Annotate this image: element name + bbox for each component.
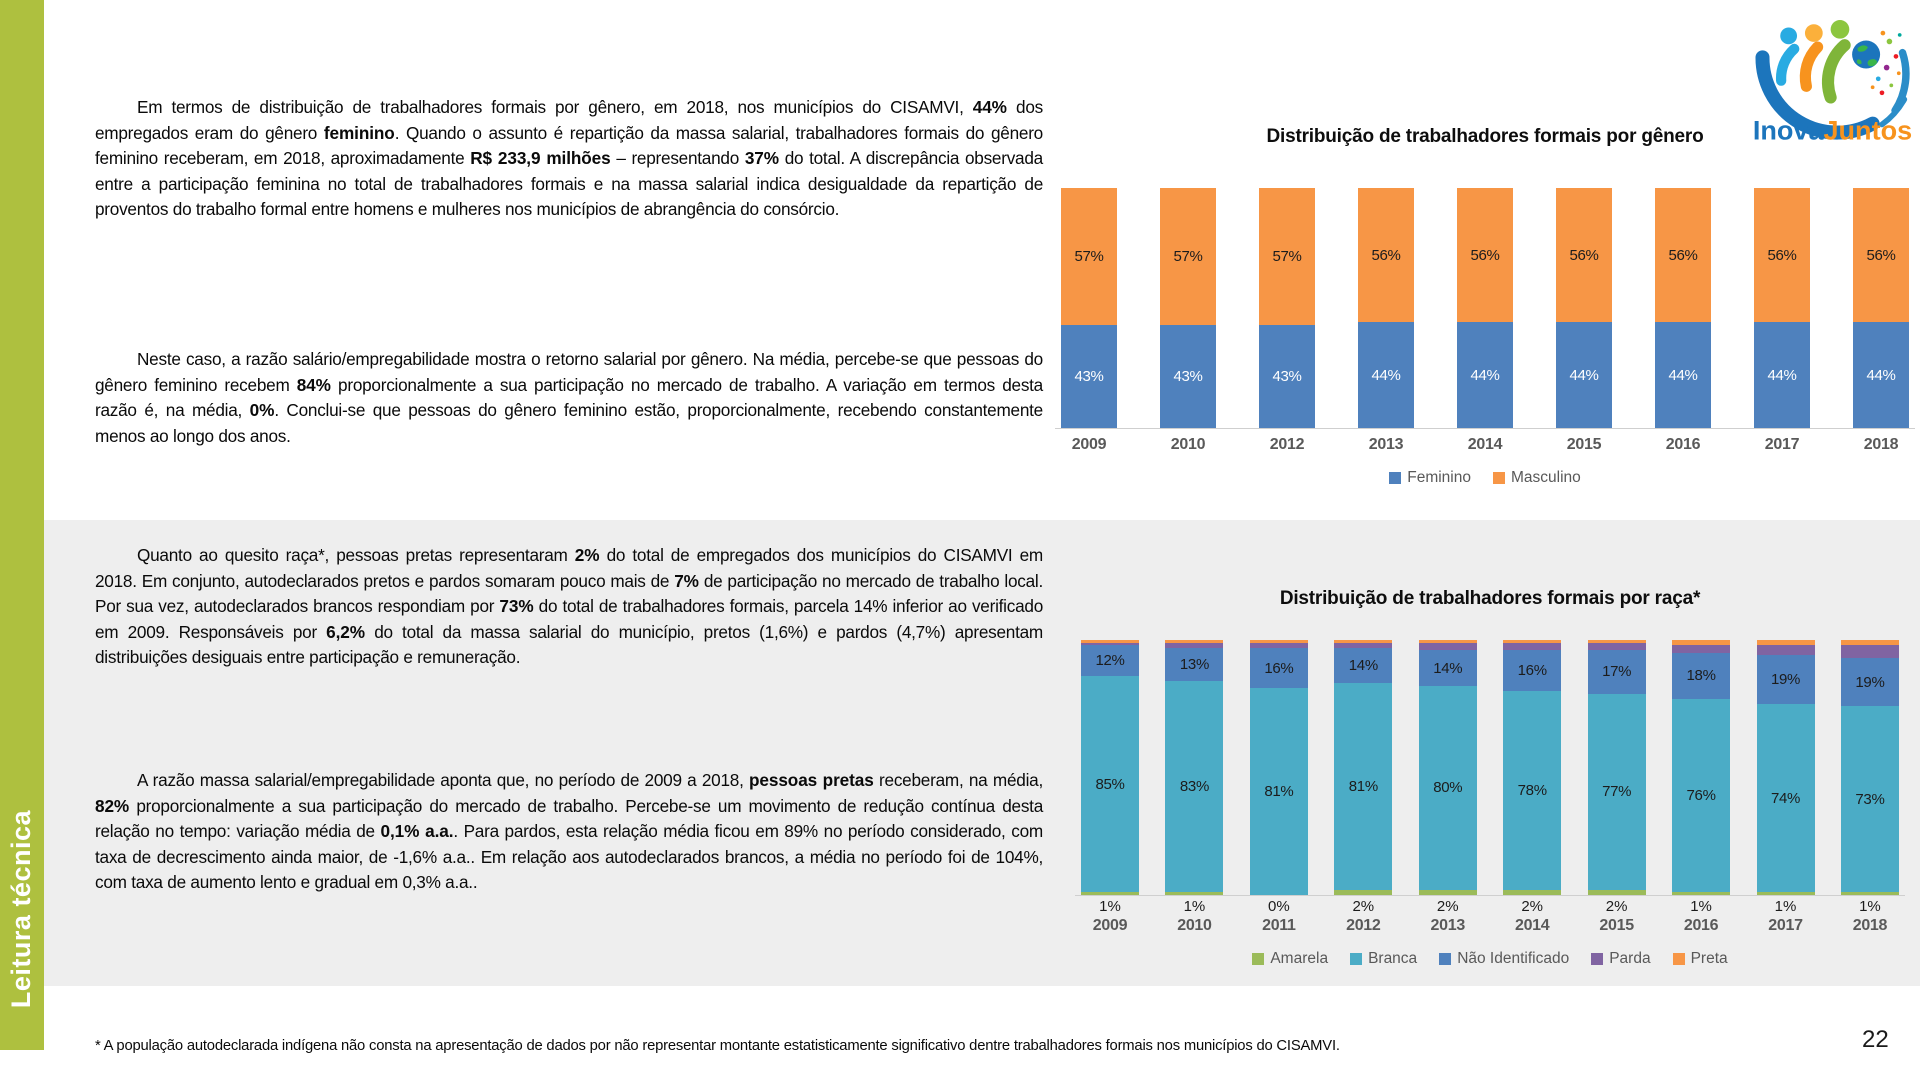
- data-label: 1%: [1690, 898, 1712, 915]
- segment-branca-2013: [1419, 686, 1477, 890]
- segment-parda-2017: [1757, 645, 1815, 655]
- stacked-bar-2014: [1457, 188, 1513, 428]
- segment-masculino-2017: [1754, 188, 1810, 322]
- segment-parda-2018: [1841, 645, 1899, 658]
- x-axis-label-2016: 2016: [1665, 436, 1701, 453]
- legend-label: Branca: [1368, 950, 1418, 967]
- stacked-bar-2016: [1672, 640, 1730, 895]
- paragraph-gender-distribution: Em termos de distribuição de trabalhadores formais por gênero, em 2018, nos municípios do CISAMVI, 44% dos empregados eram do gênero feminino. Quando o assunto é repartição da massa salarial, trabalhadores formais do gênero feminino receberam, em 2018, aproximadamente R$ 233,9 milhões – representando 37% do total. A discrepância observada entre a participação feminina no total de trabalhadores formais e na massa salarial indica desigualdade da repartição de proventos do trabalho formal entre homens e mulheres nos municípios de abrangência do consórcio.: [95, 97, 1043, 220]
- segment-feminino-2016: [1655, 322, 1711, 428]
- segment-não-identificado-2017: [1757, 655, 1815, 703]
- segment-masculino-2015: [1556, 188, 1612, 322]
- data-label: 81%: [1264, 783, 1294, 801]
- x-axis-label-2014: 2014: [1467, 436, 1503, 453]
- paragraph-salary-ratio-gender: Neste caso, a razão salário/empregabilidade mostra o retorno salarial por gênero. Na média, percebe-se que pessoas do gênero feminino recebem 84% proporcionalmente a sua participação no mercado de trabalho. A variação em termos desta razão é, na média, 0%. Conclui-se que pessoas do gênero feminino estão, proporcionalmente, recebendo constantemente menos ao longo dos anos.: [95, 349, 1043, 446]
- x-axis-label-2013: 2013: [1368, 436, 1404, 453]
- data-label: 1%: [1099, 898, 1121, 915]
- chart-title: Distribuição de trabalhadores formais por raça*: [1279, 588, 1701, 609]
- data-label: 76%: [1686, 787, 1716, 805]
- x-axis-label-2017: 2017: [1768, 917, 1803, 934]
- legend-label: Amarela: [1270, 950, 1329, 967]
- stacked-bar-2015: [1588, 640, 1646, 895]
- stacked-bar-2010: [1165, 640, 1223, 895]
- section-title-vertical: Leitura técnica: [6, 809, 36, 1008]
- data-label: 57%: [1074, 247, 1104, 265]
- stacked-bar-2010: [1160, 188, 1216, 428]
- data-label: 74%: [1770, 789, 1801, 807]
- x-axis-label-2015: 2015: [1566, 436, 1602, 453]
- segment-feminino-2009: [1061, 325, 1117, 428]
- data-label: 57%: [1272, 247, 1302, 265]
- segment-não-identificado-2012: [1334, 648, 1392, 684]
- segment-masculino-2012: [1259, 188, 1315, 325]
- segment-branca-2012: [1334, 683, 1392, 890]
- x-axis-label-2018: 2018: [1852, 917, 1888, 934]
- chart-body: [1075, 640, 1905, 968]
- segment-feminino-2013: [1358, 322, 1414, 428]
- data-label: 56%: [1668, 246, 1698, 264]
- data-label: 1%: [1774, 898, 1797, 915]
- data-label: 43%: [1272, 367, 1302, 385]
- race-distribution-chart: [1075, 588, 1905, 968]
- x-axis-labels: [1055, 436, 1915, 454]
- x-axis-label-2012: 2012: [1269, 436, 1305, 453]
- chart-plot: [1055, 188, 1915, 428]
- segment-masculino-2016: [1655, 188, 1711, 322]
- segment-parda-2012: [1334, 643, 1392, 648]
- data-label: 43%: [1074, 367, 1104, 385]
- segment-preta-2012: [1334, 640, 1392, 643]
- data-label: 44%: [1767, 366, 1797, 384]
- segment-preta-2014: [1503, 640, 1561, 643]
- segment-parda-2014: [1503, 643, 1561, 651]
- data-label: 2%: [1605, 898, 1628, 915]
- segment-não-identificado-2013: [1419, 650, 1477, 686]
- segment-preta-2016: [1672, 640, 1730, 645]
- legend-swatch: [1493, 472, 1505, 484]
- legend-swatch: [1389, 472, 1401, 484]
- segment-parda-2015: [1588, 643, 1646, 651]
- data-label: 18%: [1686, 667, 1716, 685]
- segment-preta-2010: [1165, 640, 1223, 643]
- gender-distribution-chart: [1055, 126, 1915, 487]
- logo-people-icon: [1780, 20, 1849, 97]
- segment-feminino-2015: [1556, 322, 1612, 428]
- data-label: 77%: [1602, 783, 1632, 801]
- segment-não-identificado-2009: [1081, 645, 1139, 676]
- x-axis-label-2015: 2015: [1599, 917, 1634, 934]
- paragraph-race-distribution: Quanto ao quesito raça*, pessoas pretas representaram 2% do total de empregados dos municípios do CISAMVI em 2018. Em conjunto, autodeclarados pretos e pardos somaram pouco mais de 7% de participação no mercado de trabalho local. Por sua vez, autodeclarados brancos respondiam por 73% do total de trabalhadores formais, parcela 14% inferior ao verificado em 2009. Responsáveis por 6,2% do total da massa salarial do município, pretos (1,6%) e pardos (4,7%) apresentam distribuições desiguais entre participação e remuneração.: [95, 545, 1044, 668]
- segment-branca-2010: [1165, 681, 1223, 893]
- data-label: 44%: [1371, 366, 1401, 384]
- x-axis-label-2014: 2014: [1514, 917, 1550, 934]
- legend-item-feminino: [1389, 469, 1471, 487]
- x-axis-label-2013: 2013: [1430, 917, 1465, 934]
- x-axis-line: [1075, 895, 1905, 896]
- data-label: 2%: [1521, 898, 1544, 915]
- segment-não-identificado-2011: [1250, 648, 1308, 689]
- segment-não-identificado-2015: [1588, 650, 1646, 693]
- segment-feminino-2014: [1457, 322, 1513, 428]
- chart-title: Distribuição de trabalhadores formais por gênero: [1266, 126, 1704, 147]
- segment-feminino-2012: [1259, 325, 1315, 428]
- data-label: 2%: [1352, 898, 1375, 915]
- stacked-bar-2015: [1556, 188, 1612, 428]
- legend-label: Feminino: [1407, 469, 1471, 486]
- segment-masculino-2010: [1160, 188, 1216, 325]
- segment-branca-2011: [1250, 688, 1308, 895]
- data-label: 2%: [1436, 898, 1459, 915]
- segment-parda-2013: [1419, 643, 1477, 651]
- segment-masculino-2013: [1358, 188, 1414, 322]
- stacked-bar-2012: [1334, 640, 1392, 895]
- segment-parda-2011: [1250, 643, 1308, 648]
- data-label: 44%: [1668, 366, 1698, 384]
- stacked-bar-2011: [1250, 640, 1308, 895]
- stacked-bar-2017: [1757, 640, 1815, 895]
- segment-masculino-2009: [1061, 188, 1117, 325]
- data-label: 44%: [1470, 366, 1500, 384]
- segment-não-identificado-2010: [1165, 648, 1223, 681]
- x-axis-label-2010: 2010: [1170, 436, 1206, 453]
- segment-parda-2016: [1672, 645, 1730, 653]
- x-axis-labels: [1075, 917, 1905, 935]
- data-label: 56%: [1569, 246, 1599, 264]
- data-label: 56%: [1866, 246, 1896, 264]
- segment-preta-2017: [1757, 640, 1815, 645]
- data-label: 17%: [1602, 663, 1632, 681]
- stacked-bar-2009: [1061, 188, 1117, 428]
- segment-não-identificado-2014: [1503, 650, 1561, 691]
- legend-swatch: [1591, 953, 1603, 965]
- segment-branca-2015: [1588, 694, 1646, 890]
- segment-feminino-2010: [1160, 325, 1216, 428]
- legend-item-branca: [1350, 950, 1417, 968]
- stacked-bar-2013: [1419, 640, 1477, 895]
- chart-plot: [1075, 640, 1905, 895]
- segment-branca-2014: [1503, 691, 1561, 890]
- stacked-bar-2018: [1841, 640, 1899, 895]
- data-label: 78%: [1517, 781, 1547, 799]
- segment-branca-2009: [1081, 676, 1139, 893]
- data-label: 14%: [1348, 657, 1378, 675]
- data-label: 14%: [1433, 659, 1463, 677]
- data-label: 19%: [1770, 671, 1801, 689]
- x-axis-label-2009: 2009: [1071, 436, 1107, 453]
- segment-preta-2018: [1841, 640, 1899, 645]
- data-label: 81%: [1348, 778, 1378, 796]
- legend-swatch: [1439, 953, 1451, 965]
- chart-legend: [1075, 950, 1905, 968]
- data-label: 56%: [1470, 246, 1500, 264]
- chart-legend: [1055, 469, 1915, 487]
- x-axis-label-2017: 2017: [1764, 436, 1800, 453]
- segment-masculino-2018: [1853, 188, 1909, 322]
- legend-swatch: [1350, 953, 1362, 965]
- legend-item-amarela: [1252, 950, 1328, 968]
- x-axis-label-2010: 2010: [1177, 917, 1212, 934]
- chart-body: [1055, 188, 1915, 487]
- data-label: 1%: [1183, 898, 1206, 915]
- legend-label: Masculino: [1510, 469, 1581, 486]
- data-label: 73%: [1855, 790, 1885, 808]
- legend-swatch: [1673, 953, 1685, 965]
- legend-item-masculino: [1493, 469, 1581, 487]
- segment-preta-2011: [1250, 640, 1308, 643]
- data-label: 80%: [1433, 779, 1463, 797]
- data-label: 44%: [1569, 366, 1599, 384]
- stacked-bar-2016: [1655, 188, 1711, 428]
- legend-swatch: [1252, 953, 1264, 965]
- data-label: 16%: [1264, 659, 1294, 677]
- segment-não-identificado-2018: [1841, 658, 1899, 706]
- data-label: 57%: [1173, 247, 1203, 265]
- legend-item-parda: [1591, 950, 1650, 968]
- segment-branca-2018: [1841, 706, 1899, 892]
- data-label: 44%: [1866, 366, 1896, 384]
- x-axis-label-2011: 2011: [1262, 917, 1296, 934]
- legend-item-preta: [1673, 950, 1728, 968]
- section-sidebar-strip: [0, 0, 44, 1050]
- data-label: 83%: [1179, 778, 1209, 796]
- legend-label: Parda: [1609, 950, 1651, 967]
- data-label: 56%: [1767, 246, 1797, 264]
- x-axis-label-2009: 2009: [1092, 917, 1128, 934]
- logo-wordmark: InovaJuntos: [1752, 115, 1913, 146]
- stacked-bar-2012: [1259, 188, 1315, 428]
- page-number: 22: [1862, 1026, 1889, 1053]
- legend-label: Não Identificado: [1457, 950, 1570, 967]
- logo-globe-icon: [1852, 41, 1880, 69]
- segment-preta-2015: [1588, 640, 1646, 643]
- stacked-bar-2013: [1358, 188, 1414, 428]
- data-label: 85%: [1095, 775, 1125, 793]
- segment-não-identificado-2016: [1672, 653, 1730, 699]
- segment-preta-2009: [1081, 640, 1139, 643]
- stacked-bar-2009: [1081, 640, 1139, 895]
- footnote: * A população autodeclarada indígena não consta na apresentação de dados por não representar montante estatisticamente significativo dentre trabalhadores formais nos municípios do CISAMVI.: [95, 1038, 1340, 1054]
- x-axis-label-2016: 2016: [1683, 917, 1719, 934]
- below-axis-labels-amarela: [1075, 898, 1905, 915]
- segment-masculino-2014: [1457, 188, 1513, 322]
- stacked-bar-2017: [1754, 188, 1810, 428]
- x-axis-label-2012: 2012: [1346, 917, 1381, 934]
- segment-parda-2010: [1165, 643, 1223, 648]
- data-label: 13%: [1179, 655, 1209, 673]
- data-label: 1%: [1859, 898, 1881, 915]
- stacked-bar-2018: [1853, 188, 1909, 428]
- x-axis-label-2018: 2018: [1863, 436, 1899, 453]
- segment-parda-2009: [1081, 643, 1139, 646]
- segment-branca-2017: [1757, 704, 1815, 893]
- segment-branca-2016: [1672, 699, 1730, 893]
- data-label: 12%: [1095, 651, 1125, 669]
- inovajuntos-logo: [1750, 6, 1915, 146]
- data-label: 43%: [1173, 367, 1203, 385]
- paragraph-salary-ratio-race: A razão massa salarial/empregabilidade aponta que, no período de 2009 a 2018, pessoas pretas receberam, na média, 82% proporcionalmente a sua participação do mercado de trabalho. Percebe-se um movimento de redução contínua desta relação no tempo: variação média de 0,1% a.a.. Para pardos, esta relação média ficou em 89% no período considerado, com taxa de decrescimento ainda maior, de -1,6% a.a.. Em relação aos autodeclarados brancos, a média no período foi de 104%, com taxa de aumento lento e gradual em 0,3% a.a..: [95, 770, 1043, 893]
- segment-preta-2013: [1419, 640, 1477, 643]
- data-label: 16%: [1517, 662, 1547, 680]
- stacked-bar-2014: [1503, 640, 1561, 895]
- legend-label: Preta: [1690, 950, 1728, 967]
- data-label: 56%: [1371, 246, 1401, 264]
- segment-feminino-2017: [1754, 322, 1810, 428]
- data-label: 19%: [1855, 673, 1885, 691]
- legend-item-não-identificado: [1439, 950, 1569, 968]
- x-axis-line: [1055, 428, 1915, 429]
- segment-feminino-2018: [1853, 322, 1909, 428]
- data-label: 0%: [1268, 898, 1290, 915]
